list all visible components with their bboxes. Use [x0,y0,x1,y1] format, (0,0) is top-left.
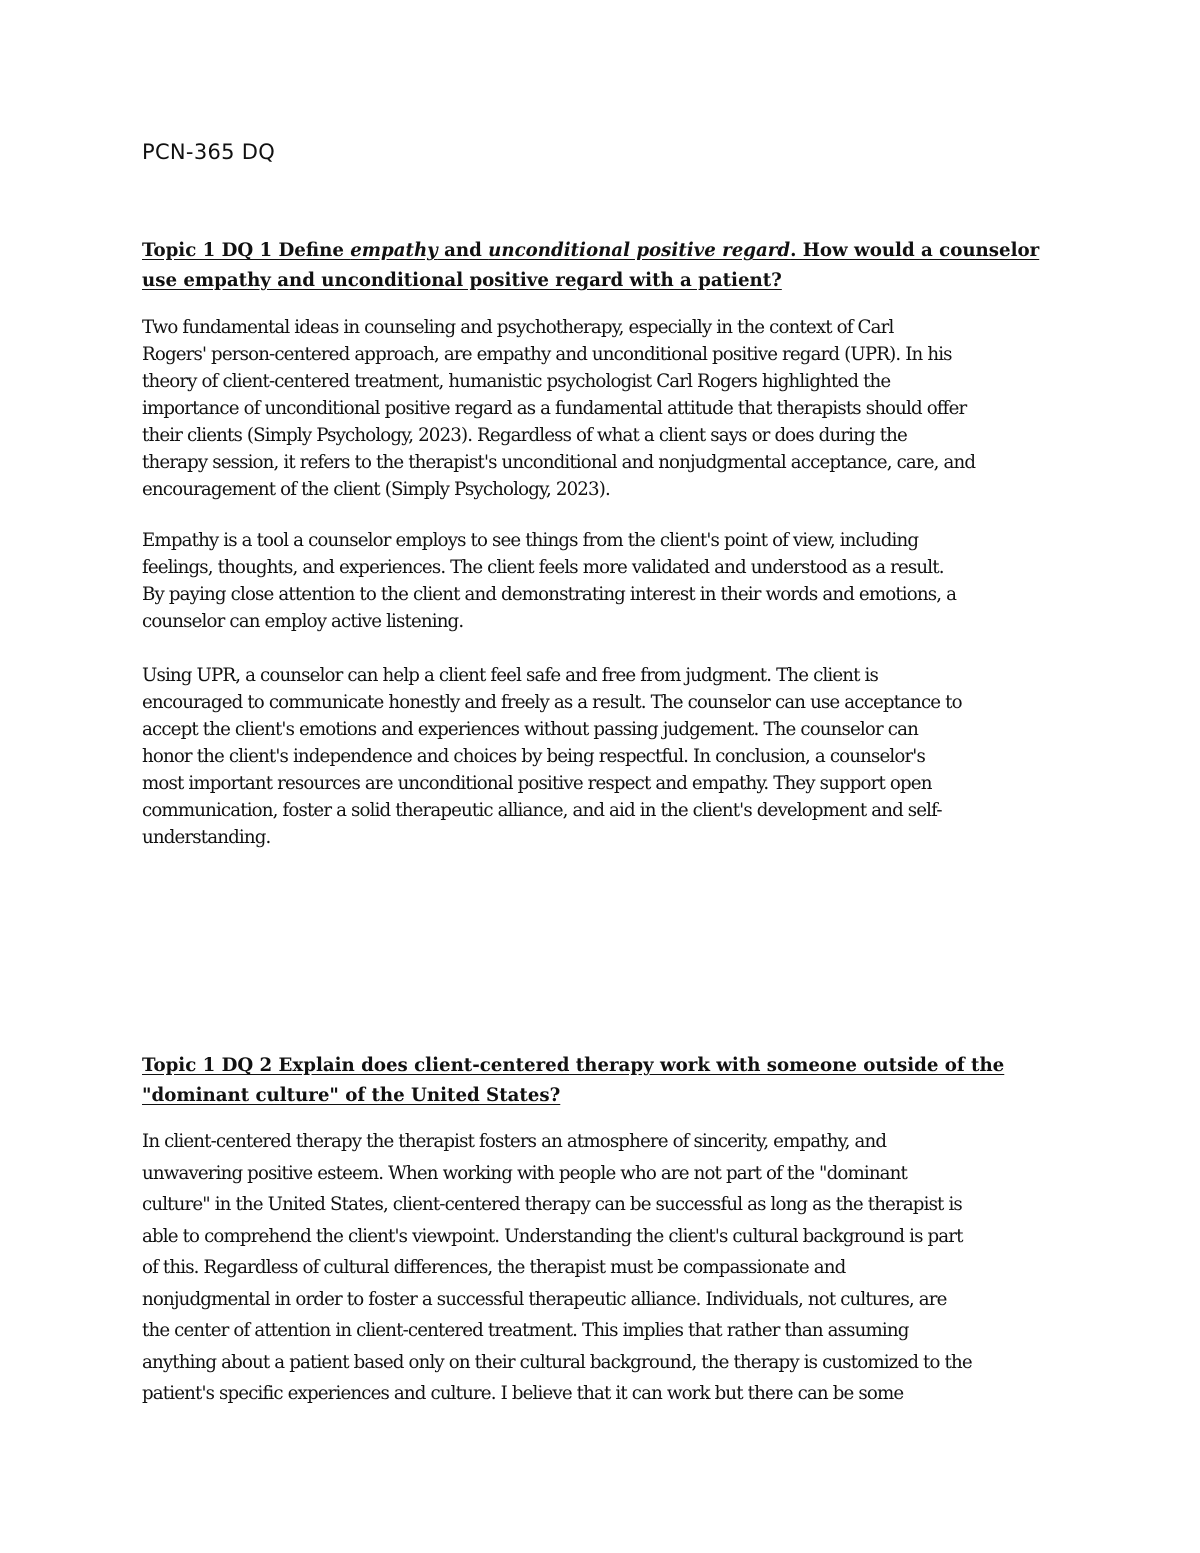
paragraph-line: honor the client's independence and choices by being respectful. In conclusion, a counselor's [142,746,925,767]
paragraph-line: most important resources are unconditional positive respect and empathy. They support open [142,773,932,794]
paragraph-line: able to comprehend the client's viewpoint. Understanding the client's cultural background is part [142,1225,963,1247]
paragraph-line: anything about a patient based only on their cultural background, the therapy is customized to the [142,1351,972,1373]
paragraph-line: In client-centered therapy the therapist fosters an atmosphere of sincerity, empathy, and [142,1131,887,1152]
paragraph-line: Empathy is a tool a counselor employs to see things from the client's point of view, including [142,530,919,551]
paragraph-line: therapy session, it refers to the therapist's unconditional and nonjudgmental acceptance, care, and [142,452,976,473]
topic2-paragraph [142,1126,1062,1410]
paragraph-line: patient's specific experiences and culture. I believe that it can work but there can be some [142,1383,904,1404]
paragraph-line: By paying close attention to the client and demonstrating interest in their words and emotions, a [142,584,957,605]
paragraph-line: Rogers' person-centered approach, are empathy and unconditional positive regard (UPR). In his [142,344,952,365]
topic2-section [142,1051,1062,1111]
topic1-heading [142,236,1062,296]
paragraph-line: encouraged to communicate honestly and freely as a result. The counselor can use acceptance to [142,692,962,713]
document-title: PCN-365 DQ [142,140,276,164]
topic1-section [142,236,1062,296]
paragraph-line: understanding. [142,827,271,848]
paragraph-line: culture" in the United States, client-centered therapy can be successful as long as the therapist is [142,1194,962,1215]
topic1-heading-line2: use empathy and unconditional positive regard with a patient? [142,270,782,291]
paragraph-line: their clients (Simply Psychology, 2023). Regardless of what a client says or does during the [142,425,907,446]
topic1-paragraph-2 [142,527,1062,635]
topic1-paragraph-3 [142,662,1062,851]
topic2-heading-line1: Topic 1 DQ 2 Explain does client-centered therapy work with someone outside of the [142,1055,1005,1076]
paragraph-line: feelings, thoughts, and experiences. The client feels more validated and understood as a result. [142,557,944,578]
paragraph-line: of this. Regardless of cultural differences, the therapist must be compassionate and [142,1257,846,1278]
topic2-heading [142,1051,1062,1111]
paragraph-line: unwavering positive esteem. When working with people who are not part of the "dominant [142,1162,907,1184]
topic1-heading-line1: Topic 1 DQ 1 Define empathy and unconditional positive regard. How would a counselor [142,240,1040,261]
paragraph-line: communication, foster a solid therapeutic alliance, and aid in the client's development and self- [142,800,942,821]
paragraph-line: accept the client's emotions and experiences without passing judgement. The counselor can [142,719,918,740]
paragraph-line: Using UPR, a counselor can help a client feel safe and free from judgment. The client is [142,665,879,686]
topic2-heading-line2: "dominant culture" of the United States? [142,1085,561,1106]
paragraph-line: the center of attention in client-centered treatment. This implies that rather than assuming [142,1320,909,1341]
paragraph-line: Two fundamental ideas in counseling and psychotherapy, especially in the context of Carl [142,317,894,338]
paragraph-line: nonjudgmental in order to foster a successful therapeutic alliance. Individuals, not cultures, are [142,1288,947,1310]
paragraph-line: importance of unconditional positive regard as a fundamental attitude that therapists should offer [142,398,967,419]
term-unconditional-positive-regard: unconditional positive regard [488,240,791,261]
paragraph-line: theory of client-centered treatment, humanistic psychologist Carl Rogers highlighted the [142,371,891,392]
paragraph-line: encouragement of the client (Simply Psychology, 2023). [142,479,610,500]
topic1-paragraph-1 [142,314,1062,503]
term-empathy: empathy [350,240,438,261]
paragraph-line: counselor can employ active listening. [142,611,464,632]
